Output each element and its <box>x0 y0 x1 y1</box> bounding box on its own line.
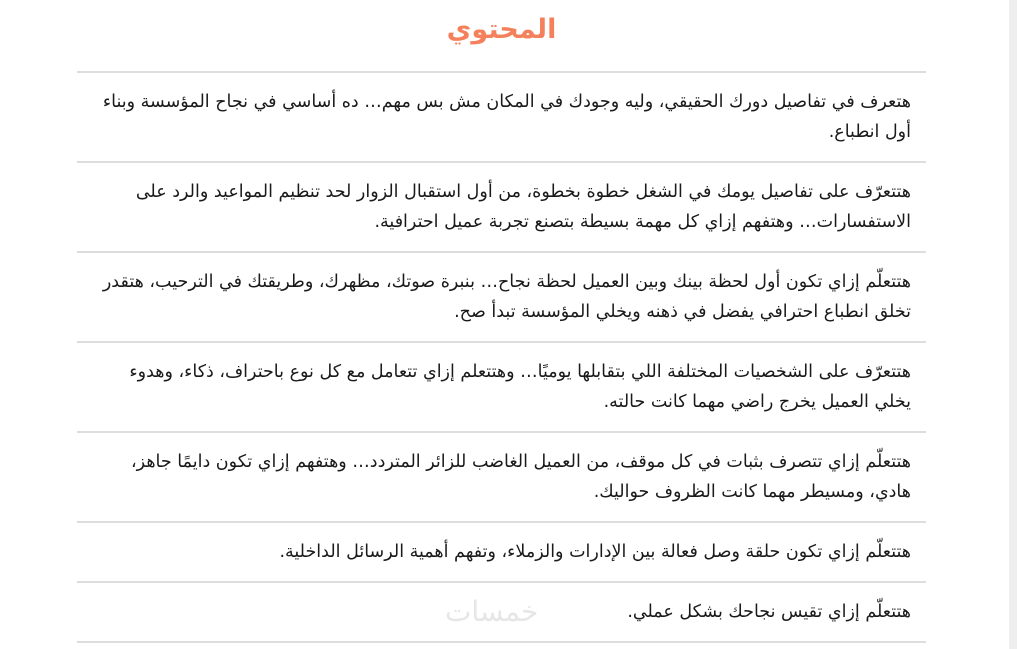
list-item: هتتعلّم إزاي تكون أول لحظة بينك وبين العميل لحظة نجاح… بنبرة صوتك، مظهرك، وطريقتك في الترحيب، هتقدر تخلق انطباع احترافي يفضل في ذهنه ويخلي المؤسسة تبدأ صح. <box>77 253 926 343</box>
watermark-logo: خمسات <box>445 595 539 628</box>
list-item: هتتعلّم إزاي تتصرف بثبات في كل موقف، من العميل الغاضب للزائر المتردد… وهتفهم إزاي تكون دايمًا جاهز، هادي، ومسيطر مهما كانت الظروف حواليك. <box>77 433 926 523</box>
content-section <box>77 0 926 643</box>
section-title: المحتوي <box>446 14 557 45</box>
list-item: هتتعلّم إزاي تكون حلقة وصل فعالة بين الإدارات والزملاء، وتفهم أهمية الرسائل الداخلية. <box>77 523 926 583</box>
list-item-text: هتتعلّم إزاي تقيس نجاحك بشكل عملي. <box>627 602 911 622</box>
content-list <box>77 71 926 643</box>
list-item: هتتعرّف على الشخصيات المختلفة اللي بتقابلها يوميًا… وهتتعلم إزاي تتعامل مع كل نوع باحتراف، ذكاء، وهدوء يخلي العميل يخرج راضي مهما كانت حالته. <box>77 343 926 433</box>
list-item: هتعرف في تفاصيل دورك الحقيقي، وليه وجودك في المكان مش بس مهم… ده أساسي في نجاح المؤسسة وبناء أول انطباع. <box>77 73 926 163</box>
list-item-last <box>77 583 926 643</box>
list-item: هتتعرّف على تفاصيل يومك في الشغل خطوة بخطوة، من أول استقبال الزوار لحد تنظيم المواعيد والرد على الاستفسارات… وهتفهم إزاي كل مهمة بسيطة بتصنع تجربة عميل احترافية. <box>77 163 926 253</box>
scrollbar-track[interactable] <box>1009 0 1017 649</box>
